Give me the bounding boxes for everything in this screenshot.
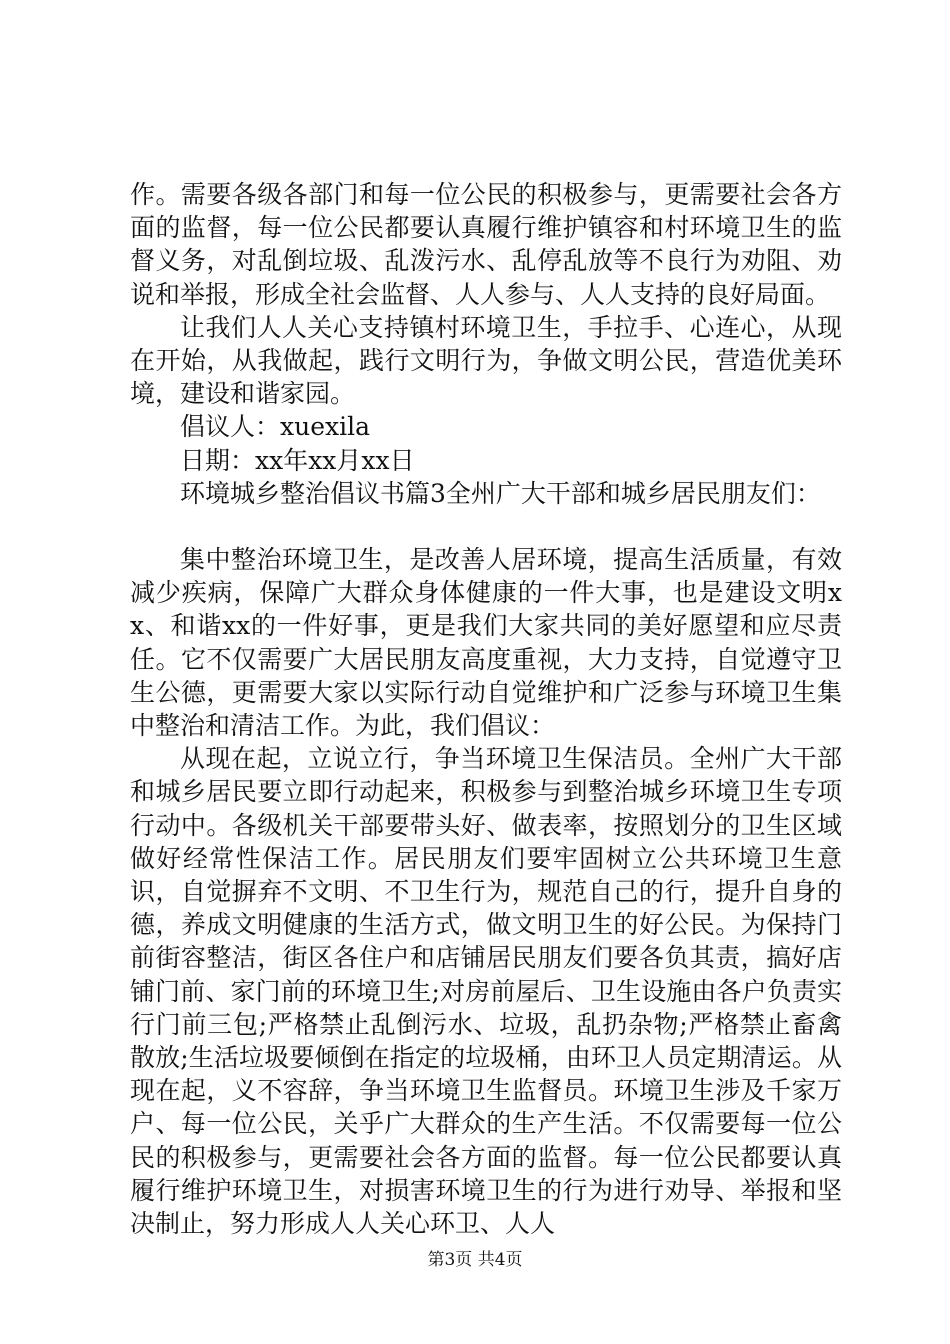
section-heading: 环境城乡整治倡议书篇3全州广大干部和城乡居民朋友们： <box>180 478 821 508</box>
paragraph-continuation: 作。需要各级各部门和每一位公民的积极参与，更需要社会各方面的监督，每一位公民都要认真履行维护镇容和村环境卫生的监督义务，对乱倒垃圾、乱泼污水、乱停乱放等不良行为劝阻、劝说和举报，形成全社会监督、人人参与、人人支持的良好局面。 <box>130 180 842 309</box>
signature-proposer: 倡议人：xuexila <box>180 412 370 442</box>
paragraph-intro: 集中整治环境卫生，是改善人居环境，提高生活质量，有效减少疾病，保障广大群众身体健康的一件大事，也是建设文明xx、和谐xx的一件好事，更是我们大家共同的美好愿望和应尽责任。它不仅需要广大居民朋友高度重视，大力支持，自觉遵守卫生公德，更需要大家以实际行动自觉维护和广泛参与环境卫生集中整治和清洁工作。为此，我们倡议： <box>130 545 842 741</box>
page-footer: 第3页 共4页 <box>427 1250 523 1270</box>
paragraph-initiative: 从现在起，立说立行，争当环境卫生保洁员。全州广大干部和城乡居民要立即行动起来，积极参与到整治城乡环境卫生专项行动中。各级机关干部要带头好、做表率，按照划分的卫生区域做好经常性保洁工作。居民朋友们要牢固树立公共环境卫生意识，自觉摒弃不文明、不卫生行为，规范自己的行，提升自身的德，养成文明健康的生活方式，做文明卫生的好公民。为保持门前街容整洁，街区各住户和店铺居民朋友们要各负其责，搞好店铺门前、家门前的环境卫生;对房前屋后、卫生设施由各户负责实行门前三包;严格禁止乱倒污水、垃圾，乱扔杂物;严格禁止畜禽散放;生活垃圾要倾倒在指定的垃圾桶，由环卫人员定期清运。从现在起，义不容辞，争当环境卫生监督员。环境卫生涉及千家万户、每一位公民，关乎广大群众的生产生活。不仅需要每一位公民的积极参与，更需要社会各方面的监督。每一位公民都要认真履行维护环境卫生，对损害环境卫生的行为进行劝导、举报和坚决制止，努力形成人人关心环卫、人人 <box>130 744 842 1239</box>
document-body <box>130 178 842 1240</box>
signature-date: 日期：xx年xx月xx日 <box>180 445 415 475</box>
paragraph-call-to-action: 让我们人人关心支持镇村环境卫生，手拉手、心连心，从现在开始，从我做起，践行文明行为，争做文明公民，营造优美环境，建设和谐家园。 <box>130 312 842 409</box>
